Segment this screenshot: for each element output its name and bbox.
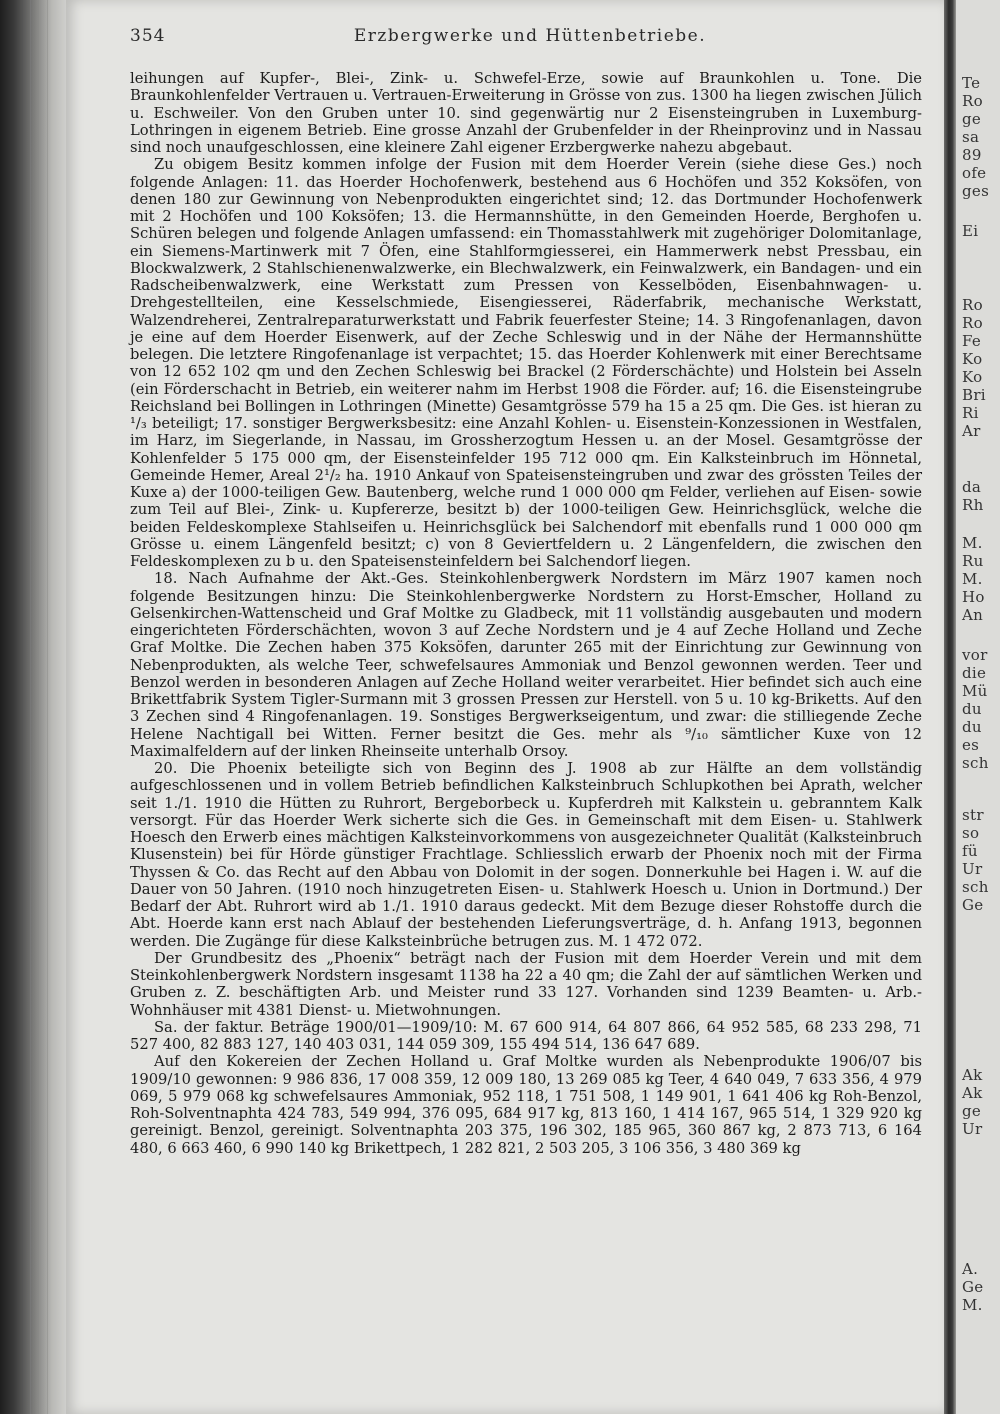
adjacent-page-fragment: ge bbox=[962, 110, 982, 128]
adjacent-page-fragment: M. bbox=[962, 1296, 983, 1314]
adjacent-page-fragment: Ge bbox=[962, 896, 984, 914]
adjacent-page-fragment: Ei bbox=[962, 222, 979, 240]
adjacent-page-fragment: du bbox=[962, 700, 982, 718]
paragraph: Der Grundbesitz des „Phoenix“ beträgt nach der Fusion mit dem Hoerder Verein und mit dem Steinkohlenbergwerk Nordstern insgesamt 1138 ha 22 a 40 qm; die Zahl der auf sämtlichen Werken und Gruben z. Z. beschäftigten Arb. und Meister rund 33 127. Vorhanden sind 1239 Beamten- u. Arb.-Wohnhäuser mit 4381 Dienst- u. Mietwohnungen. bbox=[130, 949, 922, 1019]
paragraph: Auf den Kokereien der Zechen Holland u. Graf Moltke wurden als Nebenprodukte 1906/07 bis 1909/10 gewonnen: 9 986 836, 17 008 359, 12 009 180, 13 269 085 kg Teer, 4 640 049, 7 633 356, 4 979 069, 5 979 068 kg schwefelsaures Ammoniak, 952 118, 1 751 508, 1 149 901, 1 641 406 kg Roh-Benzol, Roh-Solventnaphta 424 783, 549 994, 376 095, 684 917 kg, 813 160, 1 414 167, 965 514, 1 329 920 kg gereinigt. Benzol, gereinigt. Solventnaphta 203 375, 196 302, 185 965, 360 867 kg, 2 873 713, 6 164 480, 6 663 460, 6 990 140 kg Brikettpech, 1 282 821, 2 503 205, 3 106 356, 3 480 369 kg bbox=[130, 1053, 922, 1157]
adjacent-page-fragment: Ro bbox=[962, 92, 983, 110]
book-binding-edge bbox=[0, 0, 66, 1414]
adjacent-page-fragment: du bbox=[962, 718, 982, 736]
adjacent-page-fragment: fü bbox=[962, 842, 978, 860]
adjacent-page-fragment: Ak bbox=[962, 1066, 983, 1084]
adjacent-page-fragment: Ur bbox=[962, 860, 983, 878]
adjacent-page-fragment: Rh bbox=[962, 496, 984, 514]
paragraph: Zu obigem Besitz kommen infolge der Fusion mit dem Hoerder Verein (siehe diese Ges.) noch folgende Anlagen: 11. das Hoerder Hochofenwerk, bestehend aus 6 Hochöfen und 352 Koksöfen, von denen 180 zur Gewinnung von Nebenprodukten eingerichtet sind; 12. das Dortmunder Hochofenwerk mit 2 Hochöfen und 100 Koksöfen; 13. die Hermannshütte, in den Gemeinden Hoerde, Berghofen u. Schüren belegen und folgende Anlagen umfassend: ein Thomasstahlwerk mit zugehöriger Dolomitanlage, ein Siemens-Martinwerk mit 7 Öfen, eine Stahlformgiesserei, ein Hammerwerk nebst Pressbau, ein Blockwalzwerk, 2 Stahlschienenwalzwerke, ein Blechwalzwerk, ein Feinwalzwerk, ein Bandagen- und ein Radscheibenwalzwerk, eine Werkstatt zum Pressen von Kesselböden, Eisenbahnwagen- u. Drehgestellteilen, eine Kesselschmiede, Eisengiesserei, Räderfabrik, mechanische Werkstatt, Walzendreherei, Zentralreparaturwerkstatt und Fabrik feuerfester Steine; 14. 3 Ringofenanlagen, davon je eine auf dem Hoerder Eisenwerk, auf der Zeche Schleswig und in der Nähe der Hermannshütte belegen. Die letztere Ringofenanlage ist verpachtet; 15. das Hoerder Kohlenwerk mit einer Berechtsame von 12 652 102 qm und den Zechen Schleswig bei Brackel (2 Förderschächte) und Holstein bei Asseln (ein Förderschacht in Betrieb, ein weiterer nahm im Herbst 1908 die Förder. auf; 16. die Eisensteingrube Reichsland bei Bollingen in Lothringen (Minette) Gesamtgrösse 579 ha 15 a 25 qm. Die Ges. ist hieran zu ¹/₃ beteiligt; 17. sonstiger Bergwerksbesitz: eine Anzahl Kohlen- u. Eisenstein-Konzessionen in Westfalen, im Harz, im Siegerlande, in Nassau, im Grossherzogtum Hessen u. an der Mosel. Gesamtgrösse der Kohlenfelder 5 175 000 qm, der Eisensteinfelder 195 712 000 qm. Ein Kalksteinbruch im Hönnetal, Gemeinde Hemer, Areal 2¹/₂ ha. 1910 Ankauf von Spateisensteingruben und zwar des grössten Teiles der Kuxe a) der 1000-teiligen Gew. Bautenberg, welche rund 1 000 000 qm Felder, verliehen auf Eisen- sowie zum Teil auf Blei-, Zink- u. Kupfererze, besitzt b) der 1000-teiligen Gew. Heinrichsglück, welche die beiden Feldeskomplexe Stahlseifen u. Heinrichsglück bei Salchendorf mit ebenfalls rund 1 000 000 qm Grösse u. einem Längenfeld besitzt; c) von 8 Geviertfeldern u. 2 Längenfeldern, die zwischen den Feldeskomplexen zu b u. den Spateisensteinfeldern bei Salchendorf liegen. bbox=[130, 156, 922, 570]
page-number: 354 bbox=[130, 26, 166, 46]
paragraph: Sa. der faktur. Beträge 1900/01—1909/10: M. 67 600 914, 64 807 866, 64 952 585, 68 233 298, 71 527 400, 82 883 127, 140 403 031, 144 059 309, 155 494 514, 136 647 689. bbox=[130, 1018, 922, 1053]
adjacent-page-fragment: Ko bbox=[962, 368, 983, 386]
binding-page-edge bbox=[22, 0, 23, 1414]
adjacent-page-fragment: Ro bbox=[962, 296, 983, 314]
adjacent-page-fragment: Ar bbox=[962, 422, 981, 440]
adjacent-page-fragment: vor bbox=[962, 646, 988, 664]
adjacent-page-fragment: Ko bbox=[962, 350, 983, 368]
adjacent-page-fragment: A. bbox=[962, 1260, 979, 1278]
adjacent-page-fragment: so bbox=[962, 824, 980, 842]
adjacent-page-fragment: Mü bbox=[962, 682, 988, 700]
adjacent-page-fragment: Ru bbox=[962, 552, 984, 570]
adjacent-page-fragment: Ur bbox=[962, 1120, 983, 1138]
adjacent-page-fragment: Bri bbox=[962, 386, 986, 404]
adjacent-page-fragment: M. bbox=[962, 570, 983, 588]
adjacent-page-fragment: An bbox=[962, 606, 984, 624]
binding-page-edge bbox=[47, 0, 48, 1414]
adjacent-page-fragment: da bbox=[962, 478, 982, 496]
adjacent-page-fragment: ofe bbox=[962, 164, 987, 182]
running-head: Erzbergwerke und Hüttenbetriebe. bbox=[353, 26, 707, 46]
book-gutter bbox=[944, 0, 956, 1414]
adjacent-page-fragment: ges bbox=[962, 182, 990, 200]
adjacent-page-fragment: Ho bbox=[962, 588, 985, 606]
paragraph: 18. Nach Aufnahme der Akt.-Ges. Steinkohlenbergwerk Nordstern im März 1907 kamen noch folgende Besitzungen hinzu: Die Steinkohlenbergwerke Nordstern zu Horst-Emscher, Holland zu Gelsenkirchen-Wattenscheid und Graf Moltke zu Gladbeck, mit 11 vollständig ausgebauten und modern eingerichteten Förderschächten, wovon 3 auf Zeche Nordstern und je 4 auf Zeche Holland und Zeche Graf Moltke. Die Zechen haben 375 Koksöfen, darunter 265 mit der Einrichtung zur Gewinnung von Nebenprodukten, als welche Teer, schwefelsaures Ammoniak und Benzol gewonnen werden. Teer und Benzol werden in besonderen Anlagen auf Zeche Holland weiter verarbeitet. Hier befindet sich auch eine Brikettfabrik System Tigler-Surmann mit 3 grossen Pressen zur Herstell. von 5 u. 10 kg-Briketts. Auf den 3 Zechen sind 4 Ringofenanlagen. 19. Sonstiges Bergwerkseigentum, und zwar: die stilliegende Zeche Helene Nachtigall bei Witten. Ferner besitzt die Ges. mehr als ⁹/₁₀ sämtlicher Kuxe von 12 Maximalfeldern auf der linken Rheinseite unterhalb Orsoy. bbox=[130, 570, 922, 760]
adjacent-page-fragment: sa bbox=[962, 128, 980, 146]
adjacent-page-fragment: Fe bbox=[962, 332, 982, 350]
adjacent-page-fragment: Ge bbox=[962, 1278, 984, 1296]
paragraph: 20. Die Phoenix beteiligte sich von Beginn des J. 1908 ab zur Hälfte an dem vollständig aufgeschlossenen und in vollem Betrieb befindlichen Kalksteinbruch Schlupkothen bei Aprath, welcher seit 1./1. 1910 die Hütten zu Ruhrort, Bergeborbeck u. Kupferdreh mit Kalkstein u. gebranntem Kalk versorgt. Für das Hoerder Werk sicherte sich die Ges. in Gemeinschaft mit dem Eisen- u. Stahlwerk Hoesch den Erwerb eines mächtigen Kalksteinvorkommens von ausgezeichneter Qualität (Kalksteinbruch Klusenstein) bei für Hörde günstiger Frachtlage. Schliesslich erwarb der Phoenix noch mit der Firma Thyssen & Co. das Recht auf den Abbau von Dolomit in der sogen. Donnerkuhle bei Hagen i. W. auf die Dauer von 50 Jahren. (1910 noch hinzugetreten Eisen- u. Stahlwerk Hoesch u. Union in Dortmund.) Der Bedarf der Abt. Ruhrort wird ab 1./1. 1910 daraus gedeckt. Mit dem Bezuge dieser Rohstoffe durch die Abt. Hoerde kann erst nach Ablauf der bestehenden Lieferungsverträge, d. h. Anfang 1913, begonnen werden. Die Zugänge für diese Kalksteinbrüche betrugen zus. M. 1 472 072. bbox=[130, 760, 922, 950]
adjacent-page-fragment: Ro bbox=[962, 314, 983, 332]
adjacent-page-fragment: ge bbox=[962, 1102, 982, 1120]
page-header bbox=[130, 26, 930, 52]
adjacent-page-fragment: Te bbox=[962, 74, 981, 92]
adjacent-page-edge bbox=[956, 0, 1000, 1414]
binding-page-edge bbox=[30, 0, 31, 1414]
page-354 bbox=[66, 0, 944, 1414]
adjacent-page-fragment: Ri bbox=[962, 404, 979, 422]
adjacent-page-fragment: 89 bbox=[962, 146, 982, 164]
adjacent-page-fragment: Ak bbox=[962, 1084, 983, 1102]
adjacent-page-fragment: sch bbox=[962, 754, 989, 772]
adjacent-page-fragment: es bbox=[962, 736, 980, 754]
binding-page-edge bbox=[38, 0, 39, 1414]
adjacent-page-fragment: sch bbox=[962, 878, 989, 896]
paragraph: leihungen auf Kupfer-, Blei-, Zink- u. Schwefel-Erze, sowie auf Braunkohlen u. Tone. Die Braunkohlenfelder Vertrauen u. Vertrauen-Erweiterung in Grösse von zus. 1300 ha liegen zwischen Jülich u. Eschweiler. Von den Gruben unter 10. sind gegenwärtig nur 2 Eisensteingruben in Luxemburg-Lothringen in eigenem Betrieb. Eine grosse Anzahl der Grubenfelder in der Rheinprovinz und in Nassau sind noch unaufgeschlossen, eine kleinere Zahl eigener Erzbergwerke nahezu abgebaut. bbox=[130, 70, 922, 156]
adjacent-page-fragment: str bbox=[962, 806, 984, 824]
adjacent-page-fragment: M. bbox=[962, 534, 983, 552]
adjacent-page-fragment: die bbox=[962, 664, 987, 682]
body-text bbox=[130, 70, 922, 1157]
